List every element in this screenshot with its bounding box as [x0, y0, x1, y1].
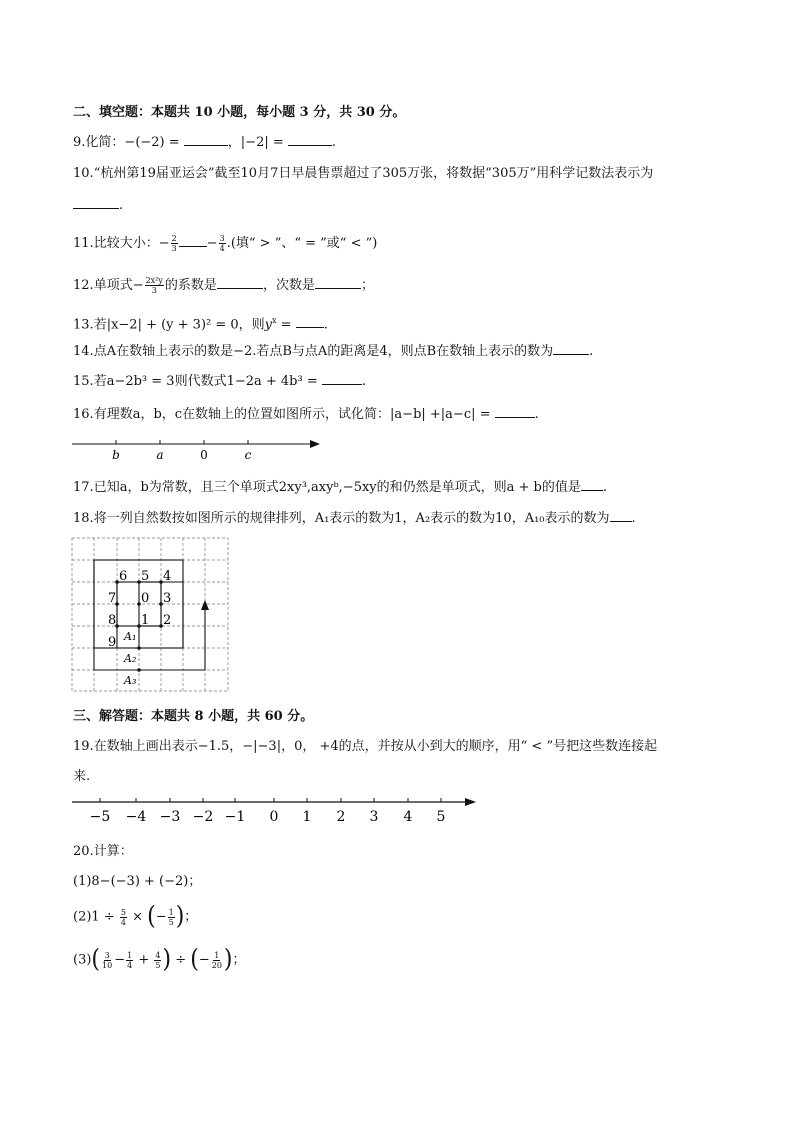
label-a1: A₁ — [124, 630, 137, 643]
axis-tick-label: 0 — [269, 809, 279, 825]
answer-blank[interactable] — [553, 342, 589, 355]
grid-number: 2 — [163, 613, 172, 628]
axis-tick-label: 4 — [403, 809, 413, 825]
section-2-title: 二、填空题：本题共 10 小题，每小题 3 分，共 30 分。 — [73, 105, 406, 120]
spiral-grid-figure — [70, 536, 232, 696]
question-16: 16.有理数a，b，c在数轴上的位置如图所示，试化简：|a−b| +|a−c| = . — [73, 407, 539, 422]
number-line-q16 — [70, 434, 330, 464]
number-line-q19 — [70, 794, 482, 828]
grid-number: 6 — [119, 569, 128, 584]
axis-tick-label: −5 — [89, 809, 111, 825]
question-20: 20.计算： — [73, 844, 133, 859]
question-18: 18.将一列自然数按如图所示的规律排列，A₁表示的数为1，A₂表示的数为10，A₁₀表示的数为 . — [73, 511, 636, 526]
grid-number: 0 — [141, 591, 150, 606]
grid-number: 8 — [108, 613, 117, 628]
fraction: $\frac{2}{3}$ — [171, 234, 177, 253]
section-3-title: 三、解答题：本题共 8 小题，共 60 分。 — [73, 709, 314, 724]
axis-tick-label: −3 — [159, 809, 181, 825]
axis-tick-label: 1 — [302, 809, 312, 825]
answer-blank[interactable] — [184, 133, 228, 146]
question-20-part-1: (1)8−(−3) + (−2)； — [73, 874, 202, 889]
question-20-part-2: (2)1 ÷ $\frac{5}{4}$ × (− $\frac{1}{5}$ )； — [73, 902, 198, 931]
question-9: 9.化简：−(−2) = ，|−2| = . — [73, 135, 337, 150]
answer-blank[interactable] — [322, 372, 362, 385]
answer-blank[interactable] — [73, 196, 119, 209]
answer-blank[interactable] — [495, 405, 535, 418]
answer-blank[interactable] — [288, 133, 332, 146]
answer-blank[interactable] — [581, 478, 603, 491]
question-12: 12.单项式− $\frac{\text{2x²y}}{3}$ 的系数是 ，次数是 ； — [73, 276, 374, 295]
fraction: $\frac{3}{4}$ — [219, 234, 225, 253]
question-17: 17.已知a，b为常数，且三个单项式2xy³,axyᵇ,−5xy的和仍然是单项式，则a + b的值是 . — [73, 480, 608, 495]
question-11: 11.比较大小：− $\frac{2}{3}$ − $\frac{3}{4}$ .(填“ > ”、“ = ”或“ < ”) — [73, 234, 378, 253]
axis-tick-label: 5 — [436, 809, 446, 825]
axis-label-b: b — [112, 448, 120, 462]
label-a3: A₃ — [124, 674, 137, 687]
axis-label-0: 0 — [200, 448, 208, 462]
fraction: $\frac{\text{2x²y}}{3}$ — [145, 276, 163, 295]
question-19: 19.在数轴上画出表示−1.5，−|−3|，0， +4的点，并按从小到大的顺序，用“ < ”号把这些数连接起 — [73, 739, 658, 754]
answer-blank[interactable] — [296, 315, 324, 328]
axis-tick-label: −1 — [224, 809, 246, 825]
label-a2: A₂ — [124, 652, 137, 665]
grid-number: 9 — [108, 635, 117, 650]
axis-label-c: c — [244, 448, 252, 462]
axis-tick-label: 3 — [369, 809, 379, 825]
grid-number: 3 — [163, 591, 172, 606]
axis-tick-label: −4 — [125, 809, 147, 825]
question-10: 10.“杭州第19届亚运会”截至10月7日早晨售票超过了305万张，将数据“305万”用科学记数法表示为 — [73, 166, 654, 181]
answer-blank[interactable] — [610, 509, 632, 522]
answer-blank[interactable] — [217, 276, 263, 289]
grid-number: 1 — [141, 613, 150, 628]
answer-blank[interactable] — [179, 234, 207, 247]
question-13: 13.若|x−2| + (y + 3)² = 0，则$y^x$ = . — [73, 316, 328, 333]
axis-tick-label: 2 — [336, 809, 346, 825]
question-20-part-3: (3)( $\frac{3}{10}$ − $\frac{1}{4}$ + $\frac{4}{5}$ ) ÷ (− $\frac{1}{20}$ )； — [73, 945, 246, 974]
question-14: 14.点A在数轴上表示的数是−2.若点B与点A的距离是4，则点B在数轴上表示的数为 . — [73, 344, 594, 359]
grid-number: 4 — [163, 569, 172, 584]
grid-number: 7 — [108, 591, 117, 606]
axis-label-a: a — [156, 448, 164, 462]
grid-number: 5 — [141, 569, 150, 584]
answer-blank[interactable] — [315, 276, 361, 289]
axis-tick-label: −2 — [192, 809, 214, 825]
question-15: 15.若a−2b³ = 3则代数式1−2a + 4b³ = . — [73, 374, 367, 389]
